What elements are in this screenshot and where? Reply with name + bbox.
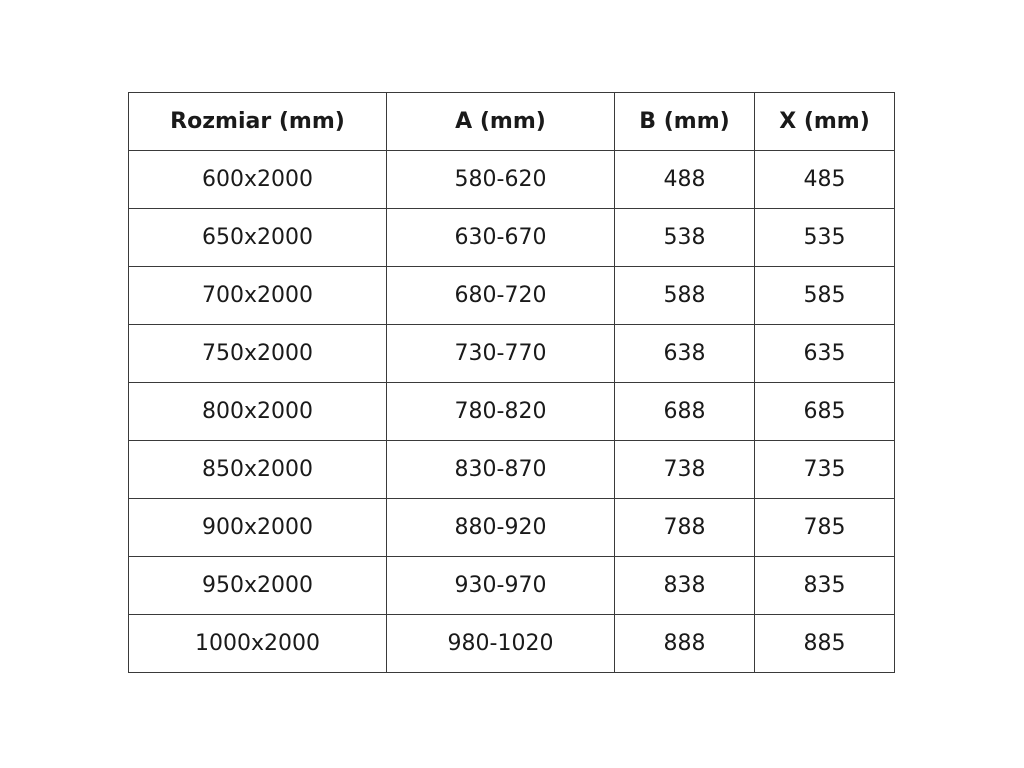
cell-size: 850x2000 bbox=[129, 441, 387, 499]
size-table bbox=[128, 92, 895, 673]
header-cell-b: B (mm) bbox=[615, 93, 755, 151]
table-row bbox=[129, 325, 895, 383]
header-cell-size: Rozmiar (mm) bbox=[129, 93, 387, 151]
cell-x: 735 bbox=[755, 441, 895, 499]
table-row bbox=[129, 383, 895, 441]
table-row bbox=[129, 267, 895, 325]
cell-a: 830-870 bbox=[387, 441, 615, 499]
header-row bbox=[129, 93, 895, 151]
cell-size: 950x2000 bbox=[129, 557, 387, 615]
cell-size: 800x2000 bbox=[129, 383, 387, 441]
cell-x: 885 bbox=[755, 615, 895, 673]
cell-a: 880-920 bbox=[387, 499, 615, 557]
cell-x: 785 bbox=[755, 499, 895, 557]
cell-b: 538 bbox=[615, 209, 755, 267]
cell-b: 488 bbox=[615, 151, 755, 209]
cell-b: 638 bbox=[615, 325, 755, 383]
cell-size: 600x2000 bbox=[129, 151, 387, 209]
cell-x: 835 bbox=[755, 557, 895, 615]
cell-a: 730-770 bbox=[387, 325, 615, 383]
cell-a: 680-720 bbox=[387, 267, 615, 325]
cell-size: 900x2000 bbox=[129, 499, 387, 557]
cell-b: 888 bbox=[615, 615, 755, 673]
table-row bbox=[129, 615, 895, 673]
table-row bbox=[129, 499, 895, 557]
table-row bbox=[129, 557, 895, 615]
cell-b: 588 bbox=[615, 267, 755, 325]
cell-b: 788 bbox=[615, 499, 755, 557]
cell-x: 585 bbox=[755, 267, 895, 325]
cell-b: 838 bbox=[615, 557, 755, 615]
table-row bbox=[129, 151, 895, 209]
table-row bbox=[129, 441, 895, 499]
cell-size: 700x2000 bbox=[129, 267, 387, 325]
cell-x: 485 bbox=[755, 151, 895, 209]
cell-a: 630-670 bbox=[387, 209, 615, 267]
table-row bbox=[129, 209, 895, 267]
cell-size: 1000x2000 bbox=[129, 615, 387, 673]
cell-a: 930-970 bbox=[387, 557, 615, 615]
cell-b: 738 bbox=[615, 441, 755, 499]
cell-a: 980-1020 bbox=[387, 615, 615, 673]
cell-x: 685 bbox=[755, 383, 895, 441]
header-cell-a: A (mm) bbox=[387, 93, 615, 151]
cell-size: 650x2000 bbox=[129, 209, 387, 267]
cell-a: 780-820 bbox=[387, 383, 615, 441]
cell-size: 750x2000 bbox=[129, 325, 387, 383]
cell-b: 688 bbox=[615, 383, 755, 441]
header-cell-x: X (mm) bbox=[755, 93, 895, 151]
cell-a: 580-620 bbox=[387, 151, 615, 209]
cell-x: 635 bbox=[755, 325, 895, 383]
cell-x: 535 bbox=[755, 209, 895, 267]
